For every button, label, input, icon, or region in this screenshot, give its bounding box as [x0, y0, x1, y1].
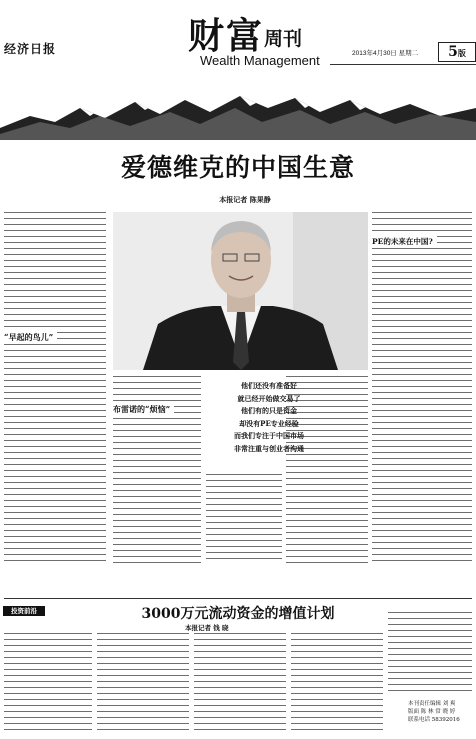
text-lines — [4, 633, 92, 735]
credit-line: 联系电话 58392016 — [408, 717, 460, 723]
section-divider — [4, 598, 472, 599]
text-lines — [388, 612, 472, 696]
page-number — [438, 42, 476, 62]
section-title-suffix: 周刊 — [264, 28, 303, 50]
article2-column-4 — [291, 633, 383, 735]
text-lines — [372, 212, 472, 564]
page-number-value: 5 — [448, 44, 458, 60]
text-lines — [4, 212, 106, 564]
article2-column-1 — [4, 633, 92, 735]
section-label: 投资前沿 — [3, 606, 45, 616]
quote-line: 就已经开始做交易了 — [237, 393, 301, 403]
quote-line: 而我们专注于中国市场 — [234, 431, 304, 440]
article-column-mid-1 — [113, 376, 201, 564]
text-lines — [206, 474, 282, 564]
quote-line: 他们还没有准备好 — [241, 381, 297, 390]
article2-column-2 — [97, 633, 189, 735]
section-title: 财富 — [188, 15, 265, 57]
masthead-rule — [330, 64, 476, 65]
quote-line: 却没有PE专业经验 — [239, 418, 299, 428]
article2-headline: 3000万元流动资金的增值计划 — [141, 606, 335, 622]
credit-line: 本刊责任编辑 刘 爽 — [408, 701, 456, 707]
article-byline: 本报记者 陈果静 — [219, 195, 271, 204]
subhead-breno-trouble: 布雷诺的“烦恼” — [113, 404, 174, 415]
article-headline: 爱德维克的中国生意 — [120, 153, 355, 182]
dateline: 2013年4月30日 星期二 — [352, 50, 419, 57]
section-title-english: Wealth Management — [200, 53, 320, 68]
credit-line: 版面 陈 林 常 晓 婷 — [408, 709, 456, 715]
text-lines — [291, 633, 383, 735]
article-column-right — [372, 212, 472, 564]
article2-column-3 — [194, 633, 286, 735]
pull-quote — [210, 380, 328, 468]
text-lines — [97, 633, 189, 735]
editor-credits — [408, 700, 472, 724]
paper-name: 经济日报 — [4, 42, 57, 56]
article2-column-5 — [388, 612, 472, 696]
mountain-banner-image — [0, 78, 476, 140]
portrait-photo — [113, 212, 368, 370]
subhead-pe-future: PE的未来在中国? — [372, 236, 437, 247]
article-column-left — [4, 212, 106, 564]
quote-line: 他们有的只是资金 — [241, 406, 297, 415]
text-lines — [194, 633, 286, 735]
subhead-early-bird: “早起的鸟儿” — [4, 332, 57, 343]
article-column-mid-2 — [206, 474, 282, 564]
quote-line: 非常注重与创业者沟通 — [234, 443, 304, 453]
page-unit: 版 — [457, 48, 466, 58]
article2-byline: 本报记者 钱 晓 — [185, 624, 229, 632]
